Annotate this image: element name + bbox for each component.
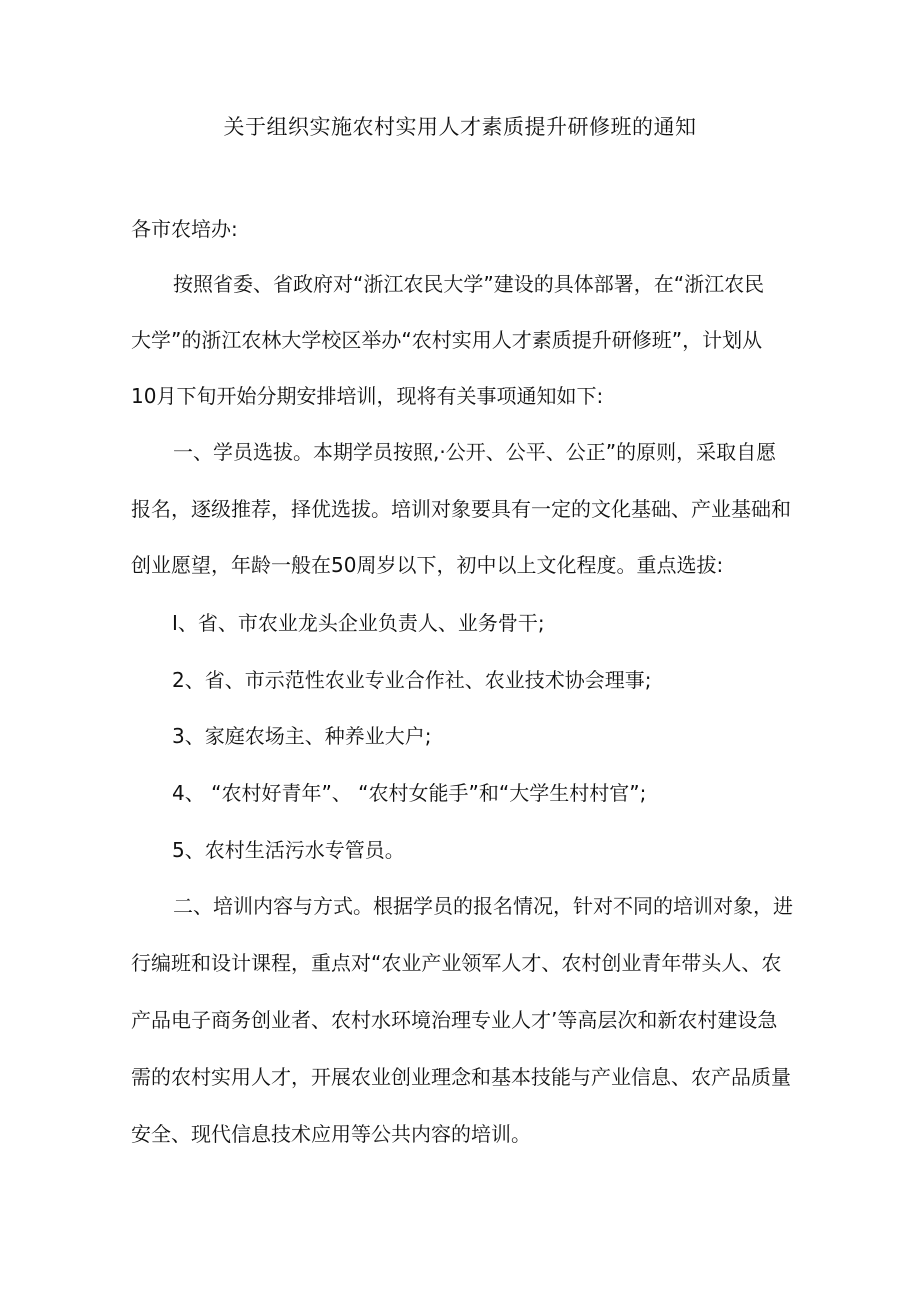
document-title: 关于组织实施农村实用人才素质提升研修班的通知 bbox=[223, 115, 697, 139]
section-1-line-3: 创业愿望，年龄一般在50周岁以下，初中以上文化程度。重点选拔: bbox=[131, 553, 724, 577]
selection-list-item-4: 4、 “农村好青年”、 “农村女能手”和“大学生村村官”; bbox=[172, 781, 647, 805]
section-1-line-1: 一、学员选拔。本期学员按照,·公开、公平、公正”的原则，采取自愿 bbox=[173, 440, 777, 464]
selection-list-item-1: I、省、市农业龙头企业负责人、业务骨干; bbox=[172, 611, 545, 635]
section-2-line-5: 安全、现代信息技术应用等公共内容的培训。 bbox=[131, 1122, 531, 1146]
paragraph-1-line-3: 10月下旬开始分期安排培训，现将有关事项通知如下: bbox=[131, 384, 604, 408]
section-2-line-1: 二、培训内容与方式。根据学员的报名情况，针对不同的培训对象，进 bbox=[173, 894, 793, 918]
selection-list-item-5: 5、农村生活污水专管员。 bbox=[172, 838, 405, 862]
section-2-line-2: 行编班和设计课程，重点对“农业产业领军人才、农村创业青年带头人、农 bbox=[131, 951, 782, 975]
section-2-line-3: 产品电子商务创业者、农村水环境治理专业人才’等高层次和新农村建设急 bbox=[131, 1008, 778, 1032]
paragraph-1-line-2: 大学”的浙江农林大学校区举办“农村实用人才素质提升研修班”，计划从 bbox=[131, 328, 763, 352]
selection-list-item-2: 2、省、市示范性农业专业合作社、农业技术协会理事; bbox=[172, 668, 652, 692]
section-1-line-2: 报名，逐级推荐，择优选拔。培训对象要具有一定的文化基础、产业基础和 bbox=[131, 497, 791, 521]
section-2-line-4: 需的农村实用人才，开展农业创业理念和基本技能与产业信息、农产品质量 bbox=[131, 1065, 791, 1089]
selection-list-item-3: 3、家庭农场主、种养业大户; bbox=[172, 724, 432, 748]
paragraph-1-line-1: 按照省委、省政府对“浙江农民大学”建设的具体部署，在“浙江农民 bbox=[173, 272, 765, 296]
salutation: 各市农培办: bbox=[131, 217, 238, 241]
